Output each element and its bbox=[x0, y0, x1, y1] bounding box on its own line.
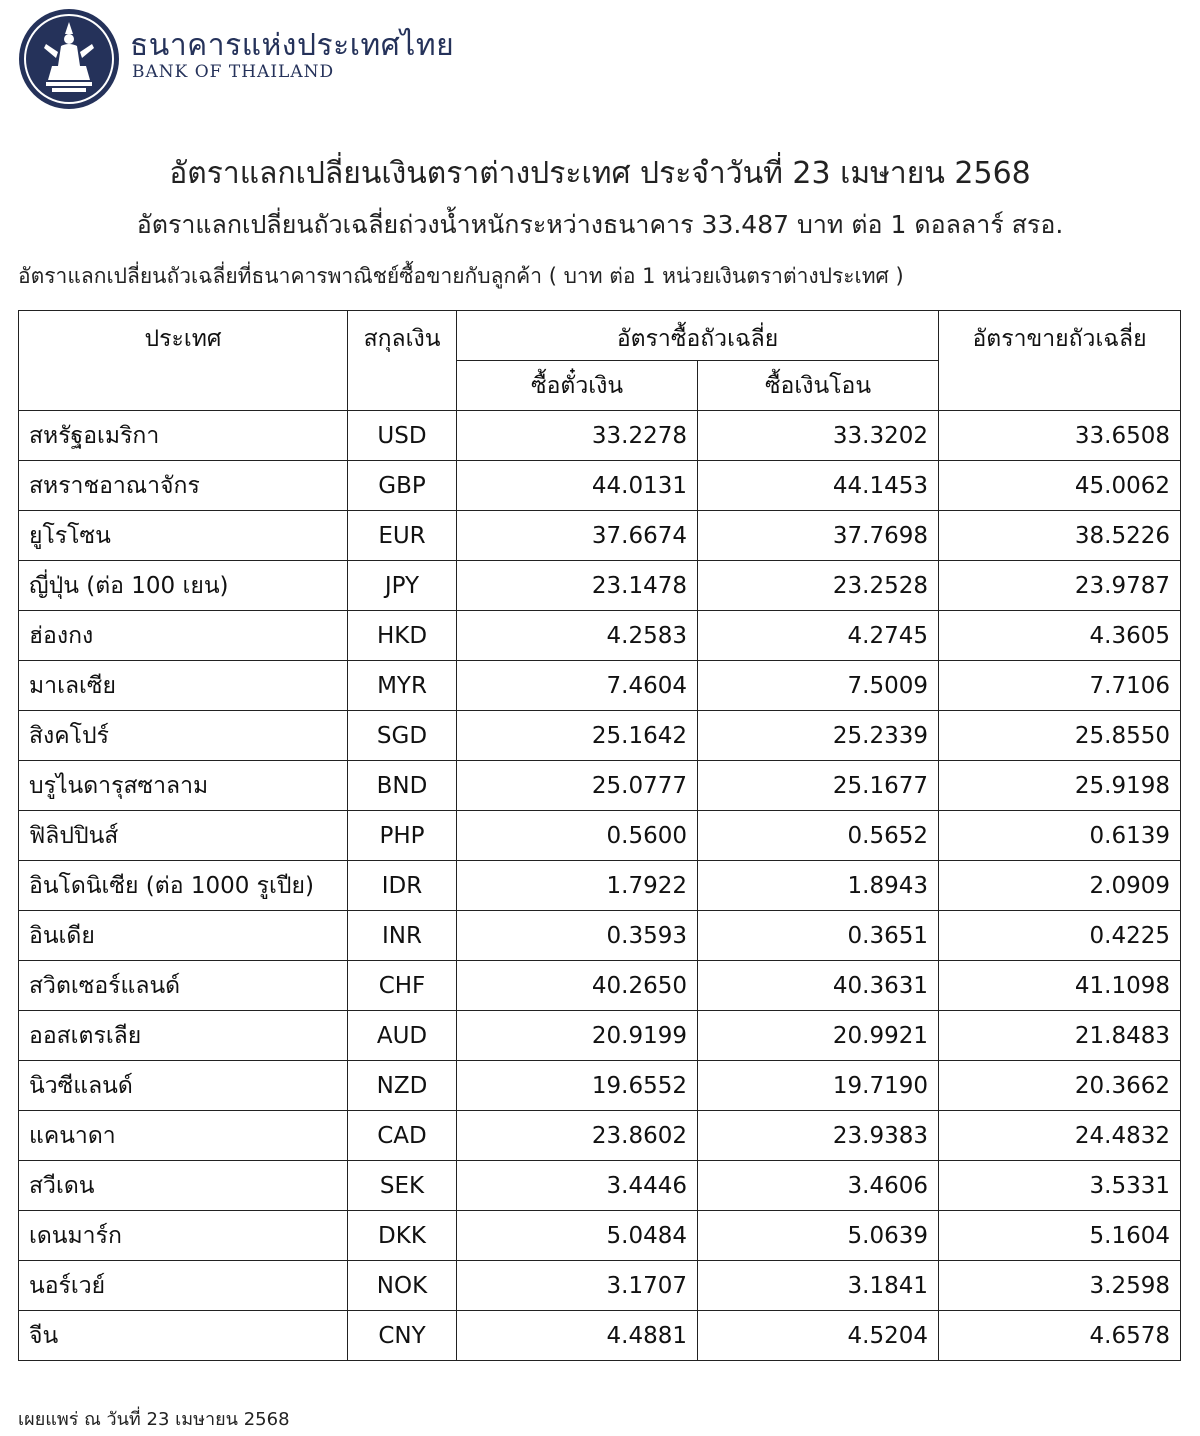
buy-transfer-rate-cell: 0.5652 bbox=[698, 811, 939, 861]
country-cell: อินโดนิเซีย (ต่อ 1000 รูเปีย) bbox=[19, 861, 348, 911]
table-row bbox=[19, 1311, 1181, 1361]
sell-rate-cell: 23.9787 bbox=[939, 561, 1181, 611]
currency-code-cell: GBP bbox=[348, 461, 457, 511]
table-row bbox=[19, 411, 1181, 461]
buy-transfer-rate-cell: 19.7190 bbox=[698, 1061, 939, 1111]
sell-rate-cell: 3.5331 bbox=[939, 1161, 1181, 1211]
currency-code-cell: CAD bbox=[348, 1111, 457, 1161]
buy-notes-rate-cell: 33.2278 bbox=[457, 411, 698, 461]
table-row bbox=[19, 1011, 1181, 1061]
emblem-icon bbox=[18, 8, 120, 110]
currency-code-cell: NZD bbox=[348, 1061, 457, 1111]
currency-code-cell: EUR bbox=[348, 511, 457, 561]
page-title: อัตราแลกเปลี่ยนเงินตราต่างประเทศ ประจำวันที่ 23 เมษายน 2568 bbox=[169, 156, 1031, 191]
header-buy-transfer: ซื้อเงินโอน bbox=[698, 361, 939, 411]
buy-transfer-rate-cell: 5.0639 bbox=[698, 1211, 939, 1261]
currency-code-cell: USD bbox=[348, 411, 457, 461]
country-cell: สวิตเซอร์แลนด์ bbox=[19, 961, 348, 1011]
sell-rate-cell: 25.8550 bbox=[939, 711, 1181, 761]
country-cell: สหรัฐอเมริกา bbox=[19, 411, 348, 461]
buy-notes-rate-cell: 20.9199 bbox=[457, 1011, 698, 1061]
sell-rate-cell: 0.4225 bbox=[939, 911, 1181, 961]
header-country: ประเทศ bbox=[19, 311, 348, 411]
table-row bbox=[19, 1061, 1181, 1111]
published-date: เผยแพร่ ณ วันที่ 23 เมษายน 2568 bbox=[18, 1409, 290, 1430]
sell-rate-cell: 21.8483 bbox=[939, 1011, 1181, 1061]
country-cell: มาเลเซีย bbox=[19, 661, 348, 711]
currency-code-cell: DKK bbox=[348, 1211, 457, 1261]
table-row bbox=[19, 911, 1181, 961]
currency-code-cell: SEK bbox=[348, 1161, 457, 1211]
currency-code-cell: PHP bbox=[348, 811, 457, 861]
buy-notes-rate-cell: 23.8602 bbox=[457, 1111, 698, 1161]
currency-code-cell: BND bbox=[348, 761, 457, 811]
buy-transfer-rate-cell: 20.9921 bbox=[698, 1011, 939, 1061]
buy-notes-rate-cell: 0.3593 bbox=[457, 911, 698, 961]
currency-code-cell: INR bbox=[348, 911, 457, 961]
country-cell: นอร์เวย์ bbox=[19, 1261, 348, 1311]
sell-rate-cell: 4.3605 bbox=[939, 611, 1181, 661]
buy-transfer-rate-cell: 3.4606 bbox=[698, 1161, 939, 1211]
country-cell: สหราชอาณาจักร bbox=[19, 461, 348, 511]
sell-rate-cell: 5.1604 bbox=[939, 1211, 1181, 1261]
buy-notes-rate-cell: 37.6674 bbox=[457, 511, 698, 561]
country-cell: สิงคโปร์ bbox=[19, 711, 348, 761]
rate-rows bbox=[19, 411, 1181, 1361]
exchange-rate-table bbox=[18, 310, 1181, 1361]
sell-rate-cell: 33.6508 bbox=[939, 411, 1181, 461]
buy-notes-rate-cell: 44.0131 bbox=[457, 461, 698, 511]
table-row bbox=[19, 1261, 1181, 1311]
header-sell-average: อัตราขายถัวเฉลี่ย bbox=[939, 311, 1181, 411]
table-row bbox=[19, 1211, 1181, 1261]
table-row bbox=[19, 661, 1181, 711]
table-row bbox=[19, 711, 1181, 761]
table-row bbox=[19, 811, 1181, 861]
sell-rate-cell: 24.4832 bbox=[939, 1111, 1181, 1161]
country-cell: บรูไนดารุสซาลาม bbox=[19, 761, 348, 811]
country-cell: นิวซีแลนด์ bbox=[19, 1061, 348, 1111]
country-cell: ฟิลิปปินส์ bbox=[19, 811, 348, 861]
bank-name-thai: ธนาคารแห่งประเทศไทย bbox=[130, 28, 455, 63]
country-cell: ญี่ปุ่น (ต่อ 100 เยน) bbox=[19, 561, 348, 611]
buy-transfer-rate-cell: 4.2745 bbox=[698, 611, 939, 661]
currency-code-cell: IDR bbox=[348, 861, 457, 911]
currency-code-cell: CNY bbox=[348, 1311, 457, 1361]
table-note: อัตราแลกเปลี่ยนถัวเฉลี่ยที่ธนาคารพาณิชย์ซื้อขายกับลูกค้า ( บาท ต่อ 1 หน่วยเงินตราต่างประเทศ ) bbox=[18, 264, 904, 288]
currency-code-cell: CHF bbox=[348, 961, 457, 1011]
country-cell: จีน bbox=[19, 1311, 348, 1361]
table-row bbox=[19, 961, 1181, 1011]
sell-rate-cell: 7.7106 bbox=[939, 661, 1181, 711]
currency-code-cell: AUD bbox=[348, 1011, 457, 1061]
currency-code-cell: JPY bbox=[348, 561, 457, 611]
sell-rate-cell: 20.3662 bbox=[939, 1061, 1181, 1111]
header-currency: สกุลเงิน bbox=[348, 311, 457, 411]
buy-notes-rate-cell: 3.1707 bbox=[457, 1261, 698, 1311]
sell-rate-cell: 0.6139 bbox=[939, 811, 1181, 861]
country-cell: ฮ่องกง bbox=[19, 611, 348, 661]
buy-notes-rate-cell: 0.5600 bbox=[457, 811, 698, 861]
buy-transfer-rate-cell: 40.3631 bbox=[698, 961, 939, 1011]
table-row bbox=[19, 1111, 1181, 1161]
buy-transfer-rate-cell: 44.1453 bbox=[698, 461, 939, 511]
buy-notes-rate-cell: 25.0777 bbox=[457, 761, 698, 811]
sell-rate-cell: 2.0909 bbox=[939, 861, 1181, 911]
buy-transfer-rate-cell: 1.8943 bbox=[698, 861, 939, 911]
table-row bbox=[19, 611, 1181, 661]
country-cell: ออสเตรเลีย bbox=[19, 1011, 348, 1061]
buy-notes-rate-cell: 4.4881 bbox=[457, 1311, 698, 1361]
interbank-rate-subtitle: อัตราแลกเปลี่ยนถัวเฉลี่ยถ่วงน้ำหนักระหว่างธนาคาร 33.487 บาท ต่อ 1 ดอลลาร์ สรอ. bbox=[136, 210, 1064, 239]
sell-rate-cell: 38.5226 bbox=[939, 511, 1181, 561]
buy-transfer-rate-cell: 25.2339 bbox=[698, 711, 939, 761]
buy-notes-rate-cell: 19.6552 bbox=[457, 1061, 698, 1111]
buy-notes-rate-cell: 7.4604 bbox=[457, 661, 698, 711]
country-cell: ยูโรโซน bbox=[19, 511, 348, 561]
buy-notes-rate-cell: 25.1642 bbox=[457, 711, 698, 761]
buy-notes-rate-cell: 1.7922 bbox=[457, 861, 698, 911]
buy-transfer-rate-cell: 33.3202 bbox=[698, 411, 939, 461]
table-row bbox=[19, 461, 1181, 511]
bank-name-english: BANK OF THAILAND bbox=[132, 62, 335, 82]
table-row bbox=[19, 861, 1181, 911]
country-cell: แคนาดา bbox=[19, 1111, 348, 1161]
table-row bbox=[19, 511, 1181, 561]
buy-notes-rate-cell: 3.4446 bbox=[457, 1161, 698, 1211]
country-cell: เดนมาร์ก bbox=[19, 1211, 348, 1261]
buy-transfer-rate-cell: 23.9383 bbox=[698, 1111, 939, 1161]
table-row bbox=[19, 561, 1181, 611]
buy-transfer-rate-cell: 4.5204 bbox=[698, 1311, 939, 1361]
header-buy-notes: ซื้อตั๋วเงิน bbox=[457, 361, 698, 411]
table-row bbox=[19, 1161, 1181, 1211]
currency-code-cell: HKD bbox=[348, 611, 457, 661]
currency-code-cell: SGD bbox=[348, 711, 457, 761]
buy-transfer-rate-cell: 0.3651 bbox=[698, 911, 939, 961]
currency-code-cell: NOK bbox=[348, 1261, 457, 1311]
table-row bbox=[19, 761, 1181, 811]
buy-transfer-rate-cell: 25.1677 bbox=[698, 761, 939, 811]
country-cell: อินเดีย bbox=[19, 911, 348, 961]
sell-rate-cell: 4.6578 bbox=[939, 1311, 1181, 1361]
buy-transfer-rate-cell: 37.7698 bbox=[698, 511, 939, 561]
buy-transfer-rate-cell: 3.1841 bbox=[698, 1261, 939, 1311]
buy-notes-rate-cell: 40.2650 bbox=[457, 961, 698, 1011]
buy-notes-rate-cell: 5.0484 bbox=[457, 1211, 698, 1261]
country-cell: สวีเดน bbox=[19, 1161, 348, 1211]
bank-emblem-logo bbox=[18, 8, 120, 110]
header-buy-average: อัตราซื้อถัวเฉลี่ย bbox=[457, 311, 939, 361]
buy-notes-rate-cell: 23.1478 bbox=[457, 561, 698, 611]
sell-rate-cell: 25.9198 bbox=[939, 761, 1181, 811]
sell-rate-cell: 41.1098 bbox=[939, 961, 1181, 1011]
sell-rate-cell: 3.2598 bbox=[939, 1261, 1181, 1311]
sell-rate-cell: 45.0062 bbox=[939, 461, 1181, 511]
buy-notes-rate-cell: 4.2583 bbox=[457, 611, 698, 661]
buy-transfer-rate-cell: 23.2528 bbox=[698, 561, 939, 611]
buy-transfer-rate-cell: 7.5009 bbox=[698, 661, 939, 711]
currency-code-cell: MYR bbox=[348, 661, 457, 711]
